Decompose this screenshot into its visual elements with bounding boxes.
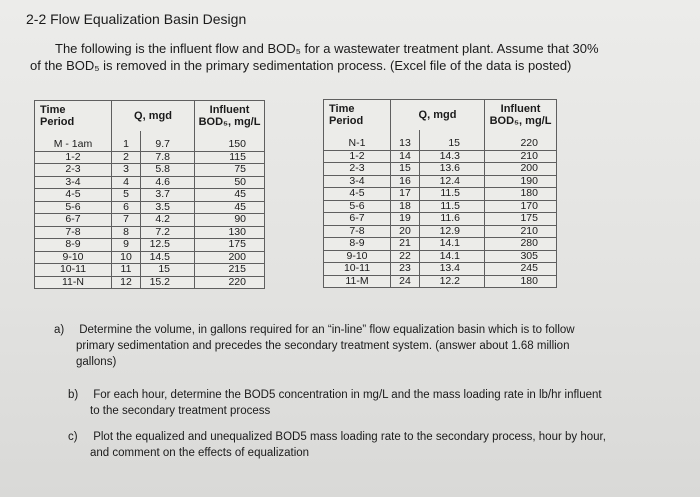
question-text: For each hour, determine the BOD5 concentration in mg/L and the mass loading rate in lb/hr influent	[93, 389, 602, 401]
hour-number-cell: 21	[391, 238, 420, 251]
hour-number-cell: 7	[112, 214, 141, 227]
hour-number-cell: 22	[391, 250, 420, 263]
flow-cell: 15	[420, 138, 485, 150]
time-cell: 9-10	[324, 250, 391, 263]
flow-cell: 15	[141, 264, 195, 277]
table-row	[35, 151, 265, 164]
table-row	[324, 263, 557, 276]
intro-line-2: of the BOD₅ is removed in the primary sedimentation process. (Excel file of the data is posted)	[30, 58, 572, 73]
time-cell: 6-7	[35, 214, 112, 227]
time-cell: 5-6	[35, 201, 112, 214]
time-cell: 10-11	[35, 264, 112, 277]
time-cell: 7-8	[35, 226, 112, 239]
table-row	[324, 238, 557, 251]
time-cell: 11-N	[35, 276, 112, 289]
header-q: Q, mgd	[112, 101, 195, 132]
hour-number-cell: 6	[112, 201, 141, 214]
bod-cell: 175	[195, 239, 265, 252]
flow-cell: 13.4	[420, 263, 485, 276]
flow-cell: 11.6	[420, 213, 485, 226]
bod-cell: 305	[485, 250, 557, 263]
flow-cell: 12.4	[420, 175, 485, 188]
table-row	[324, 188, 557, 201]
hour-number-cell: 8	[112, 226, 141, 239]
hour-number-cell: 2	[112, 151, 141, 164]
intro-line-1: The following is the influent flow and BOD₅ for a wastewater treatment plant. Assume that 30%	[55, 41, 599, 56]
flow-table-left-body	[35, 139, 265, 289]
hour-number-cell: 5	[112, 189, 141, 202]
hour-number-cell: 17	[391, 188, 420, 201]
hour-number-cell: 23	[391, 263, 420, 276]
hour-number-cell: 16	[391, 175, 420, 188]
bod-cell: 175	[485, 213, 557, 226]
table-row	[35, 176, 265, 189]
flow-cell: 3.5	[141, 201, 195, 214]
table-row	[35, 226, 265, 239]
bod-cell: 190	[485, 175, 557, 188]
time-cell: N-1	[324, 138, 391, 150]
hour-number-cell: 3	[112, 164, 141, 177]
bod-cell: 200	[195, 251, 265, 264]
bod-cell: 210	[485, 150, 557, 163]
hour-number-cell: 18	[391, 200, 420, 213]
flow-cell: 12.5	[141, 239, 195, 252]
hour-number-cell: 1	[112, 139, 141, 151]
question-text: Determine the volume, in gallons required for an “in-line” flow equalization basin which is to follow	[79, 324, 575, 336]
bod-cell: 50	[195, 176, 265, 189]
bod-cell: 45	[195, 189, 265, 202]
question-b	[68, 387, 678, 419]
bod-cell: 115	[195, 151, 265, 164]
flow-cell: 5.8	[141, 164, 195, 177]
bod-cell: 170	[485, 200, 557, 213]
flow-cell: 7.8	[141, 151, 195, 164]
time-cell: 1-2	[324, 150, 391, 163]
question-text: Plot the equalized and unequalized BOD5 mass loading rate to the secondary process, hour by hour,	[93, 431, 606, 443]
flow-cell: 11.5	[420, 200, 485, 213]
flow-cell: 15.2	[141, 276, 195, 289]
time-cell: 11-M	[324, 275, 391, 288]
flow-cell: 11.5	[420, 188, 485, 201]
table-row	[324, 275, 557, 288]
table-row	[35, 251, 265, 264]
flow-cell: 9.7	[141, 139, 195, 151]
table-row	[35, 201, 265, 214]
hour-number-cell: 10	[112, 251, 141, 264]
flow-cell: 14.1	[420, 250, 485, 263]
header-time-period: Time Period	[324, 100, 391, 131]
header-bod: Influent BOD₅, mg/L	[195, 101, 265, 132]
bod-cell: 215	[195, 264, 265, 277]
table-row	[324, 150, 557, 163]
bod-cell: 180	[485, 188, 557, 201]
time-cell: 6-7	[324, 213, 391, 226]
hour-number-cell: 19	[391, 213, 420, 226]
table-row	[324, 250, 557, 263]
time-cell: 3-4	[35, 176, 112, 189]
time-cell: 1-2	[35, 151, 112, 164]
table-row	[35, 189, 265, 202]
table-row	[324, 213, 557, 226]
question-text: primary sedimentation and precedes the secondary treatment system. (answer about 1.68 million	[76, 340, 570, 352]
table-row	[324, 225, 557, 238]
hour-number-cell: 12	[112, 276, 141, 289]
header-q: Q, mgd	[391, 100, 485, 131]
table-row	[35, 264, 265, 277]
question-label: b)	[68, 389, 79, 401]
flow-table-right-body	[324, 138, 557, 288]
question-c	[68, 429, 678, 461]
bod-cell: 180	[485, 275, 557, 288]
hour-number-cell: 11	[112, 264, 141, 277]
bod-cell: 150	[195, 139, 265, 151]
question-label: a)	[54, 324, 65, 336]
time-cell: 7-8	[324, 225, 391, 238]
flow-table-left	[34, 100, 265, 289]
table-row	[35, 164, 265, 177]
table-row	[35, 214, 265, 227]
bod-cell: 280	[485, 238, 557, 251]
bod-cell: 220	[195, 276, 265, 289]
question-label: c)	[68, 431, 78, 443]
bod-cell: 75	[195, 164, 265, 177]
time-cell: 3-4	[324, 175, 391, 188]
bod-cell: 245	[485, 263, 557, 276]
bod-cell: 220	[485, 138, 557, 150]
bod-cell: 130	[195, 226, 265, 239]
hour-number-cell: 9	[112, 239, 141, 252]
time-cell: 2-3	[324, 163, 391, 176]
bod-cell: 90	[195, 214, 265, 227]
hour-number-cell: 4	[112, 176, 141, 189]
flow-cell: 13.6	[420, 163, 485, 176]
time-cell: 5-6	[324, 200, 391, 213]
time-cell: 9-10	[35, 251, 112, 264]
hour-number-cell: 20	[391, 225, 420, 238]
table-row	[324, 163, 557, 176]
question-text: gallons)	[76, 356, 117, 368]
table-row	[35, 276, 265, 289]
header-bod: Influent BOD₅, mg/L	[485, 100, 557, 131]
time-cell: 4-5	[324, 188, 391, 201]
question-text: to the secondary treatment process	[90, 405, 271, 417]
problem-title: 2-2 Flow Equalization Basin Design	[26, 11, 247, 27]
bod-cell: 200	[485, 163, 557, 176]
table-row	[324, 175, 557, 188]
hour-number-cell: 14	[391, 150, 420, 163]
time-cell: 10-11	[324, 263, 391, 276]
flow-cell: 7.2	[141, 226, 195, 239]
flow-cell: 14.1	[420, 238, 485, 251]
hour-number-cell: 15	[391, 163, 420, 176]
table-row	[35, 239, 265, 252]
time-cell: 8-9	[35, 239, 112, 252]
question-a	[54, 322, 674, 370]
table-row	[324, 200, 557, 213]
flow-cell: 4.6	[141, 176, 195, 189]
time-cell: M - 1am	[35, 139, 112, 151]
question-text: and comment on the effects of equalization	[90, 447, 310, 459]
flow-cell: 12.2	[420, 275, 485, 288]
hour-number-cell: 24	[391, 275, 420, 288]
table-row	[35, 139, 265, 151]
header-time-period: Time Period	[35, 101, 112, 132]
table-row	[324, 138, 557, 150]
flow-cell: 3.7	[141, 189, 195, 202]
time-cell: 2-3	[35, 164, 112, 177]
flow-cell: 4.2	[141, 214, 195, 227]
time-cell: 8-9	[324, 238, 391, 251]
flow-cell: 14.5	[141, 251, 195, 264]
bod-cell: 210	[485, 225, 557, 238]
bod-cell: 45	[195, 201, 265, 214]
flow-table-right	[323, 99, 557, 288]
hour-number-cell: 13	[391, 138, 420, 150]
time-cell: 4-5	[35, 189, 112, 202]
flow-cell: 12.9	[420, 225, 485, 238]
flow-cell: 14.3	[420, 150, 485, 163]
